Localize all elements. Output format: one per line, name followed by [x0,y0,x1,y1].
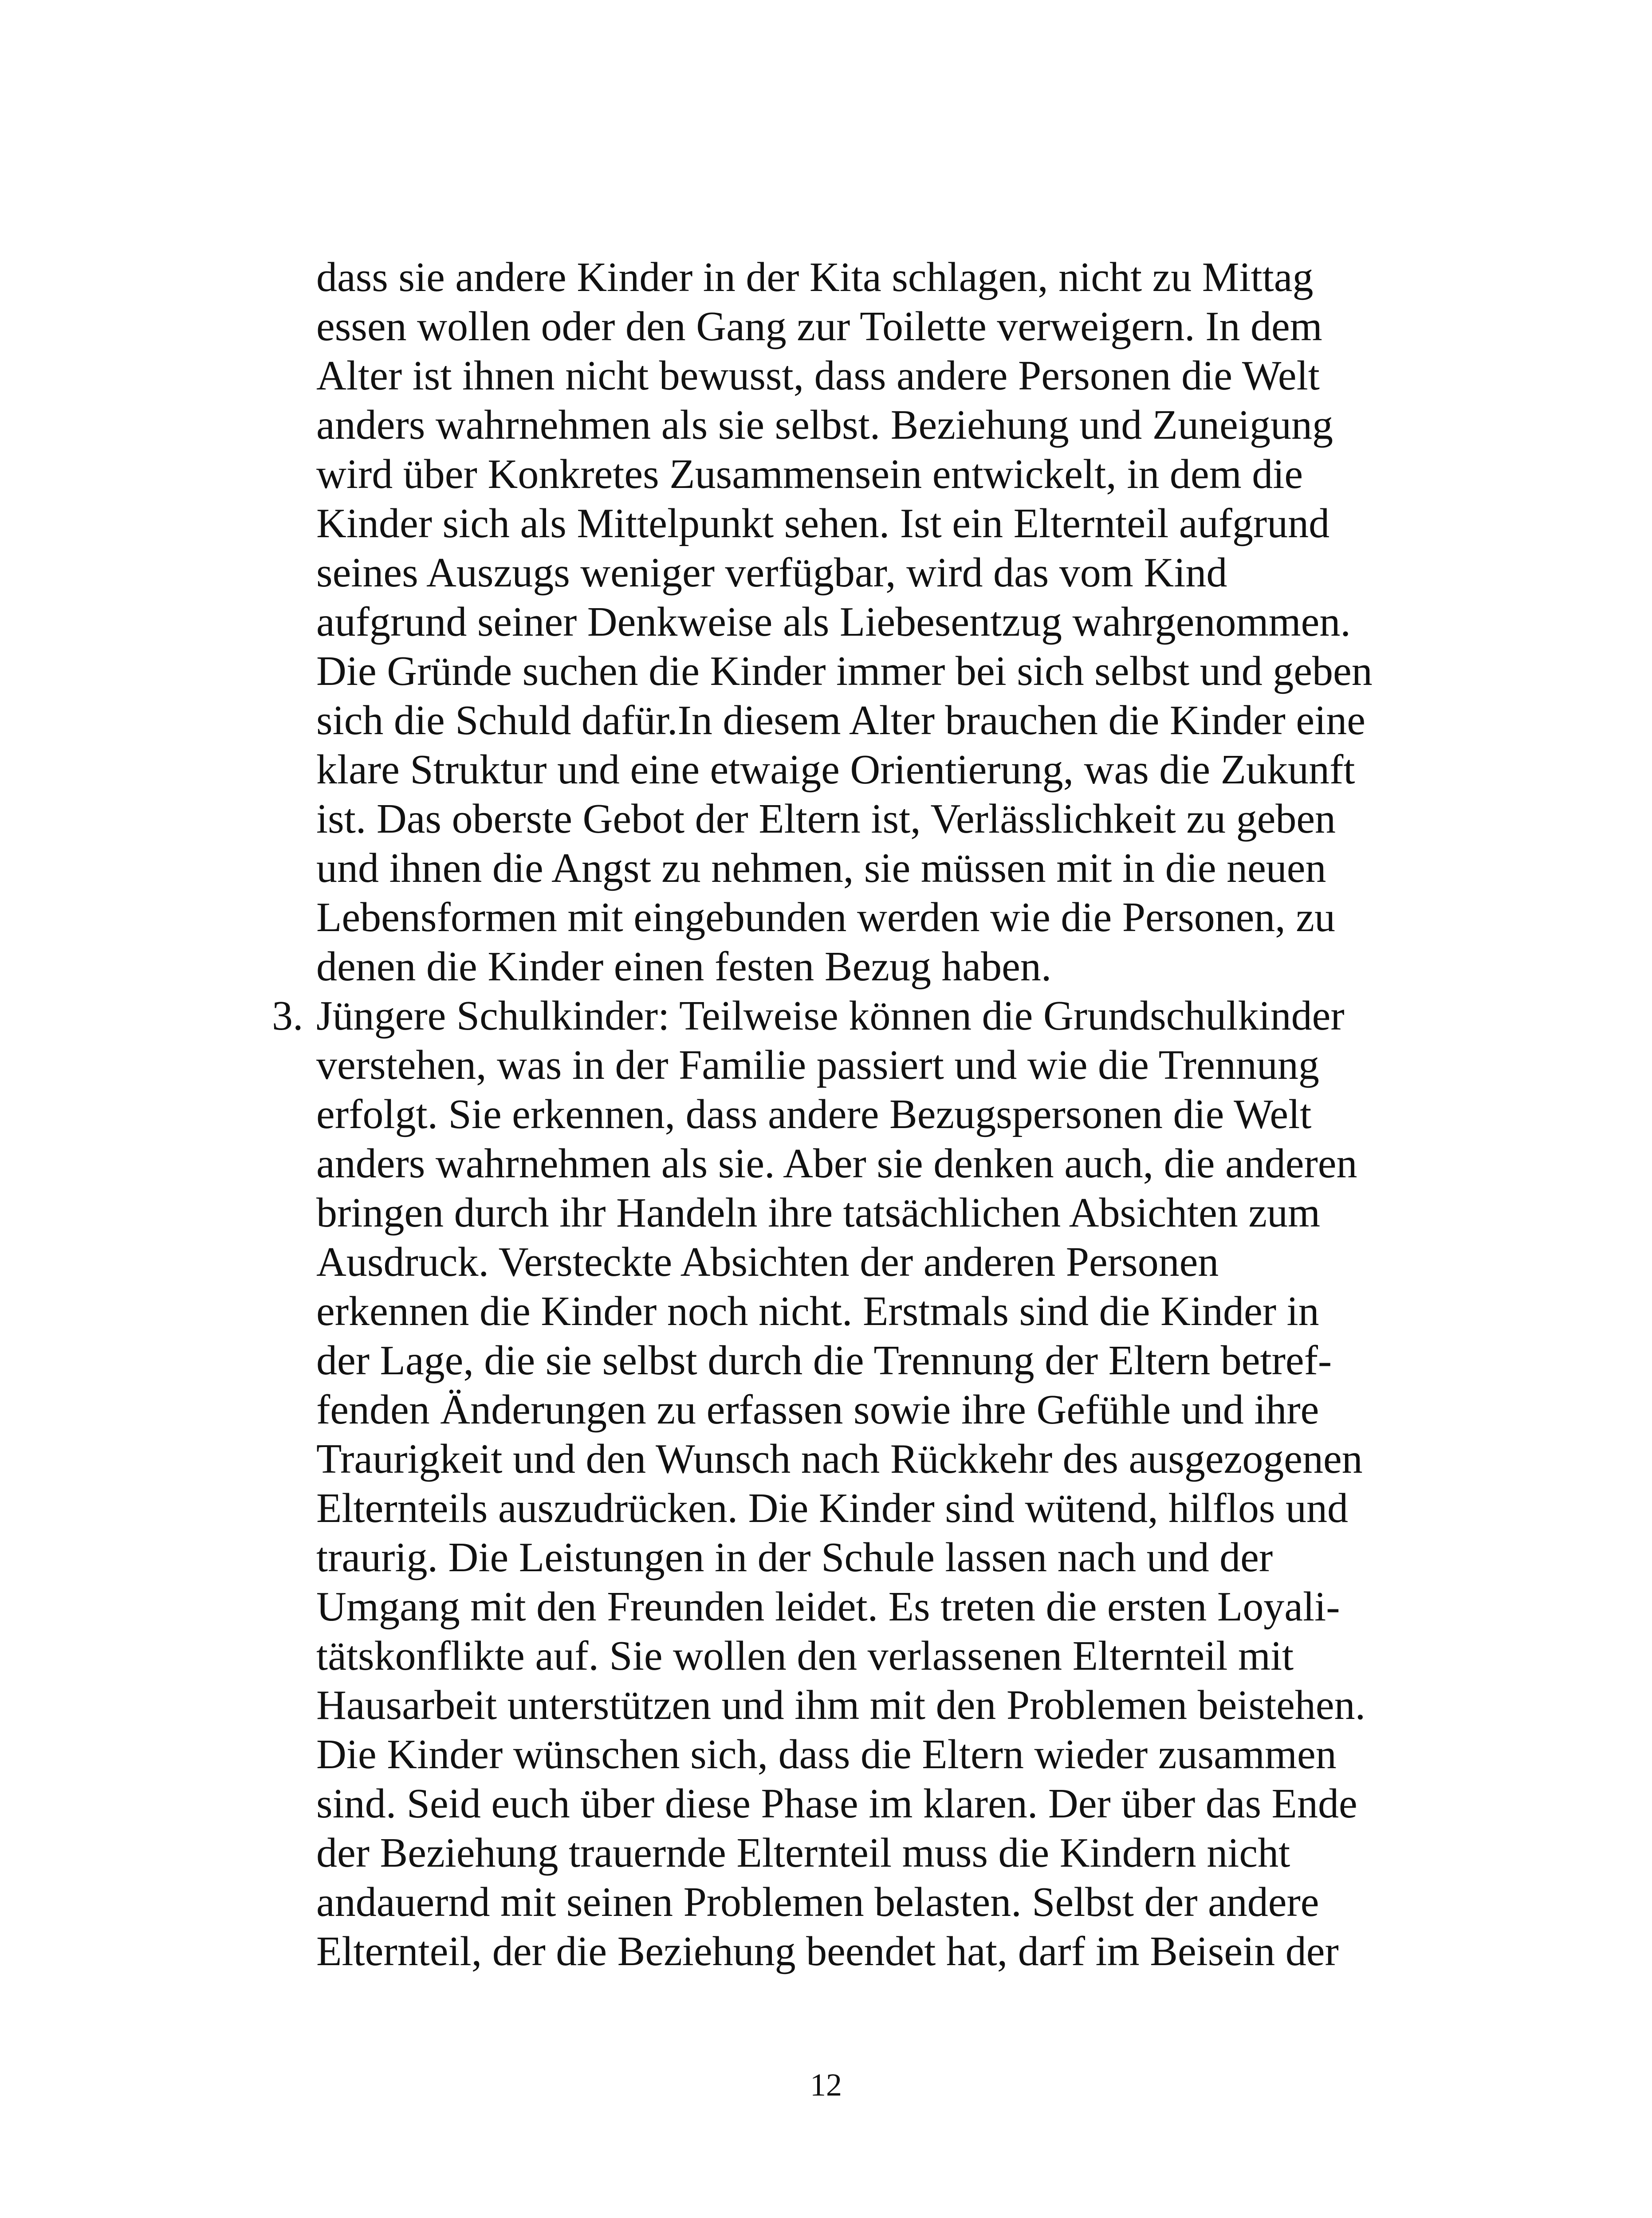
text-line: sich die Schuld dafür.In diesem Alter brauchen die Kinder eine [316,697,1365,743]
text-line: tätskonflikte auf. Sie wollen den verlassenen Elternteil mit [316,1633,1294,1679]
text-line: sind. Seid euch über diese Phase im klaren. Der über das Ende [316,1781,1357,1827]
text-line: Alter ist ihnen nicht bewusst, dass andere Personen die Welt [316,353,1320,399]
text-line: klare Struktur und eine etwaige Orientierung, was die Zukunft [316,747,1355,793]
list-item-3 [272,991,1452,1976]
text-line: bringen durch ihr Handeln ihre tatsächlichen Absichten zum [316,1190,1321,1236]
text-line: Die Gründe suchen die Kinder immer bei sich selbst und geben [316,648,1373,694]
text-line: Umgang mit den Freunden leidet. Es treten die ersten Loyali- [316,1584,1340,1630]
text-line: Lebensformen mit eingebunden werden wie die Personen, zu [316,894,1336,940]
text-line: seines Auszugs weniger verfügbar, wird das vom Kind [316,550,1227,596]
text-line: Hausarbeit unterstützen und ihm mit den Problemen beistehen. [316,1682,1366,1728]
text-line: der Lage, die sie selbst durch die Trennung der Eltern betref- [316,1337,1332,1384]
text-line: Kinder sich als Mittelpunkt sehen. Ist ein Elternteil aufgrund [316,500,1330,547]
text-line: fenden Änderungen zu erfassen sowie ihre Gefühle und ihre [316,1387,1319,1433]
text-line: Elternteil, der die Beziehung beendet hat, darf im Beisein der [316,1928,1339,1974]
text-line: Die Kinder wünschen sich, dass die Eltern wieder zusammen [316,1731,1337,1778]
page-number: 12 [810,2067,842,2103]
text-line: Jüngere Schulkinder: Teilweise können die Grundschulkinder [316,993,1345,1039]
text-line: denen die Kinder einen festen Bezug haben. [316,944,1052,990]
text-line: erkennen die Kinder noch nicht. Erstmals sind die Kinder in [316,1288,1319,1334]
list-item-number: 3. [272,993,303,1039]
text-line: anders wahrnehmen als sie selbst. Beziehung und Zuneigung [316,402,1333,448]
text-line: dass sie andere Kinder in der Kita schlagen, nicht zu Mittag [316,254,1314,300]
text-line: aufgrund seiner Denkweise als Liebesentzug wahrgenommen. [316,599,1351,645]
text-line: erfolgt. Sie erkennen, dass andere Bezugspersonen die Welt [316,1091,1312,1137]
text-line: der Beziehung trauernde Elternteil muss die Kindern nicht [316,1830,1290,1876]
text-line: und ihnen die Angst zu nehmen, sie müssen mit in die neuen [316,845,1326,891]
text-line: anders wahrnehmen als sie. Aber sie denken auch, die anderen [316,1140,1357,1187]
text-line: traurig. Die Leistungen in der Schule lassen nach und der [316,1534,1273,1581]
text-line: andauernd mit seinen Problemen belasten. Selbst der andere [316,1879,1319,1925]
body-text [272,253,1452,1976]
text-line: wird über Konkretes Zusammensein entwickelt, in dem die [316,451,1303,497]
text-line: Ausdruck. Versteckte Absichten der anderen Personen [316,1239,1219,1285]
text-line: verstehen, was in der Familie passiert und wie die Trennung [316,1042,1319,1088]
text-line: Traurigkeit und den Wunsch nach Rückkehr des ausgezogenen [316,1436,1363,1482]
list-item-2-continuation [316,253,1452,991]
text-line: essen wollen oder den Gang zur Toilette verweigern. In dem [316,303,1322,350]
text-line: Elternteils auszudrücken. Die Kinder sind wütend, hilflos und [316,1485,1348,1531]
text-line: ist. Das oberste Gebot der Eltern ist, Verlässlichkeit zu geben [316,796,1336,842]
